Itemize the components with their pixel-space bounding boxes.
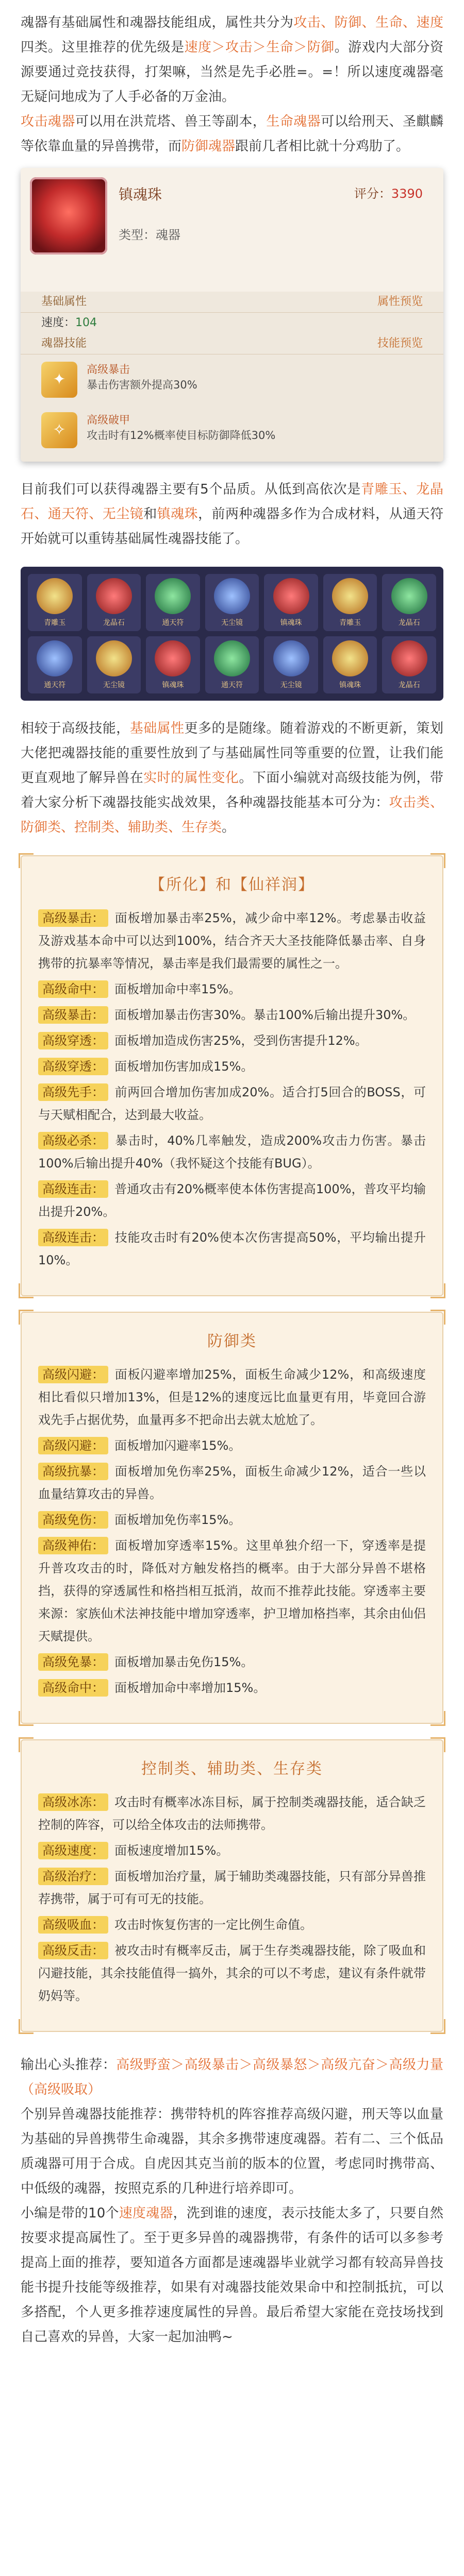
skill-badge: 高级穿透： bbox=[38, 1058, 108, 1075]
intro-text: 。游戏内大部分资源要通过竞技获得，打架嘛，当然是先手必胜=。=！所以速度魂器毫无疑问地成为了人手必备的万金油。 bbox=[21, 40, 443, 105]
intro-text: 可以给刑天、圣麒麟等依靠血量的异兽携带，而 bbox=[21, 114, 443, 154]
gem-icon bbox=[37, 578, 73, 614]
item-score bbox=[354, 183, 423, 201]
grid-cell[interactable] bbox=[323, 636, 377, 693]
gem-icon bbox=[273, 578, 309, 614]
quality-text: 和 bbox=[143, 506, 157, 522]
corner-ornament bbox=[19, 1737, 34, 1752]
intro-text: 四类。这里推荐的优先级是 bbox=[21, 40, 185, 55]
skill-entry bbox=[38, 1434, 426, 1457]
cell-label: 通天符 bbox=[162, 618, 184, 627]
skill-desc: 暴击伤害额外提高30% bbox=[87, 379, 197, 391]
intro-text: 跟前几者相比就十分鸡肋了。 bbox=[235, 139, 410, 154]
score-value: 3390 bbox=[391, 187, 423, 201]
grid-cell[interactable] bbox=[264, 574, 318, 631]
skill-badge: 高级连击： bbox=[38, 1229, 108, 1246]
skill-text: 面板增加治疗量，属于辅助类魂器技能，只有部分异兽推荐携带，属于可有可无的技能。 bbox=[38, 1869, 426, 1906]
skill-badge: 高级命中： bbox=[38, 980, 108, 998]
priority-order: 速度＞攻击＞生命＞防御 bbox=[184, 40, 335, 55]
skill-text: 面板增加命中率15%。 bbox=[114, 982, 241, 996]
cell-label: 镇魂珠 bbox=[162, 681, 184, 689]
grid-cell[interactable] bbox=[87, 574, 141, 631]
corner-ornament bbox=[430, 853, 445, 868]
closing-text: ，洗到谁的速度，表示技能太多了，只要自然按要求提高属性了。至于更多异兽的魂器携带，有条件的话可以多参考提高上面的推荐，要知道各方面都是速魂器毕业就学习都有较高异兽技能书提升技能等级推荐，如果有对魂器技能效果命中和控制抵抗，可以多搭配，个人更多推荐速度属性的异兽。最后希望大家能在竞技场找到自己喜欢的异兽，大家一起加油鸭~ bbox=[21, 2206, 443, 2345]
base-attr-title: 基础属性 bbox=[41, 295, 87, 308]
speed-row bbox=[21, 313, 443, 333]
gem-icon bbox=[155, 640, 191, 676]
skill-badge: 高级暴击： bbox=[38, 1006, 108, 1024]
gem-icon bbox=[391, 578, 427, 614]
skill-badge: 高级穿透： bbox=[38, 1032, 108, 1049]
skill-text: 面板增加暴击伤害30%。暴击100%后输出提升30%。 bbox=[114, 1008, 416, 1022]
corner-ornament bbox=[430, 1737, 445, 1752]
soul-item-grid bbox=[21, 567, 443, 701]
gem-icon bbox=[96, 578, 132, 614]
recommend-paragraph bbox=[0, 2053, 464, 2102]
skill-badge: 高级免伤： bbox=[38, 1511, 108, 1529]
life-soul-label: 生命魂器 bbox=[266, 114, 321, 129]
skill-preview-link[interactable]: 技能预览 bbox=[377, 337, 423, 350]
skill-badge: 高级抗暴： bbox=[38, 1463, 108, 1480]
skill-text: 暴击时，40%几率触发，造成200%攻击力伤害。暴击100%后输出提升40%（我怀疑这个技能有BUG）。 bbox=[38, 1133, 426, 1171]
skill-entry bbox=[38, 1676, 426, 1699]
attack-section bbox=[21, 855, 443, 1296]
quality-names: 青雕玉、龙晶石、通天符、无尘镜 bbox=[21, 482, 443, 522]
skill-text: 普通攻击有20%概率使本体伤害提高100%，普攻平均输出提升20%。 bbox=[38, 1182, 426, 1219]
skill-entry bbox=[38, 1913, 426, 1936]
skill-text: 面板增加暴击免伤15%。 bbox=[114, 1655, 254, 1669]
skill-text: 技能攻击时有20%使本次伤害提高50%，平均输出提升10%。 bbox=[38, 1230, 426, 1267]
skill-text: 面板增加免伤率25%，面板生命减少12%，适合一些以血量结算攻击的异兽。 bbox=[38, 1464, 426, 1501]
soul-orb-icon bbox=[30, 177, 107, 255]
skill-desc: 攻击时有12%概率使目标防御降低30% bbox=[87, 429, 276, 442]
skill-badge: 高级反击： bbox=[38, 1942, 108, 1959]
cell-label: 无尘镜 bbox=[221, 618, 243, 627]
grid-cell[interactable] bbox=[87, 636, 141, 693]
top-quality-name: 镇魂珠 bbox=[157, 506, 198, 522]
skill-text: 面板闪避率增加25%，面板生命减少12%，和高级速度相比看似只增加13%，但是12%的速度远比血量更有用，毕竟回合游戏先手占据优势，血量再多不把命出去就太尬尬了。 bbox=[38, 1367, 426, 1427]
speed-soul-term: 速度魂器 bbox=[119, 2206, 173, 2221]
gem-icon bbox=[96, 640, 132, 676]
skill-text: 面板增加造成伤害25%，受到伤害提升12%。 bbox=[114, 1033, 368, 1048]
cell-label: 通天符 bbox=[44, 681, 66, 689]
corner-ornament bbox=[19, 1711, 34, 1726]
closing-text: 小编是带的10个 bbox=[21, 2206, 119, 2221]
cell-label: 镇魂珠 bbox=[339, 681, 361, 689]
skill-entry bbox=[38, 1226, 426, 1272]
gem-icon bbox=[391, 640, 427, 676]
cell-label: 青雕玉 bbox=[339, 618, 361, 627]
speed-value: 104 bbox=[75, 316, 97, 329]
attribute-types: 攻击、防御、生命、速度 bbox=[293, 15, 443, 30]
grid-cell[interactable] bbox=[382, 574, 436, 631]
skill-entry bbox=[38, 1939, 426, 2007]
skill-entry bbox=[38, 1791, 426, 1836]
skill-categories: 攻击类、防御类、控制类、辅助类、生存类 bbox=[21, 795, 443, 835]
intro-text: 魂器有基础属性和魂器技能组成，属性共分为 bbox=[21, 15, 294, 30]
skill-text: 面板增加暴击率25%，减少命中率12%。考虑暴击收益及游戏基本命中可以达到100%，结合齐天大圣技能降低暴击率、自身携带的抗暴率等情况，暴击率是我们最需要的属性之一。 bbox=[38, 911, 426, 971]
skill-intro-text: 。 bbox=[222, 820, 236, 835]
skill-item-0 bbox=[21, 354, 443, 405]
cell-label: 无尘镜 bbox=[103, 681, 125, 689]
cell-label: 无尘镜 bbox=[280, 681, 302, 689]
skill-entry bbox=[38, 907, 426, 975]
grid-cell[interactable] bbox=[205, 636, 259, 693]
speed-label: 速度： bbox=[41, 316, 76, 329]
skill-item-1 bbox=[21, 405, 443, 462]
intro-text: 可以用在洪荒塔、兽王等副本， bbox=[75, 114, 267, 129]
skill-entry bbox=[38, 1029, 426, 1052]
corner-ornament bbox=[19, 2019, 34, 2034]
skill-intro-text: 相较于高级技能， bbox=[21, 721, 130, 736]
recommend-label: 输出心头推荐： bbox=[21, 2057, 117, 2073]
skill-text: 面板增加闪避率15%。 bbox=[114, 1438, 241, 1453]
intro-paragraph-2 bbox=[0, 109, 464, 159]
section-title: 【所化】和【仙祥润】 bbox=[150, 876, 314, 894]
gem-icon bbox=[214, 578, 250, 614]
skill-pierce-icon: ✧ bbox=[41, 412, 77, 448]
section-title: 防御类 bbox=[207, 1332, 257, 1350]
skill-text: 攻击时有概率冰冻目标，属于控制类魂器技能，适合缺乏控制的阵容，可以给全体攻击的法师携带。 bbox=[38, 1795, 426, 1832]
cell-label: 镇魂珠 bbox=[280, 618, 302, 627]
card-header bbox=[21, 168, 443, 292]
skill-entry bbox=[38, 1178, 426, 1223]
cell-label: 通天符 bbox=[221, 681, 243, 689]
quality-text: ，前两种魂器多作为合成材料，从通天符开始就可以重铸基础属性魂器技能了。 bbox=[21, 506, 443, 547]
skill-badge: 高级冰冻： bbox=[38, 1793, 108, 1811]
skill-header bbox=[21, 333, 443, 354]
skill-text: 面板增加命中率增加15%。 bbox=[114, 1681, 266, 1695]
realtime-term: 实时的属性变化 bbox=[143, 770, 239, 786]
skill-intro-text: 更多的是随缘。随着游戏的不断更新，策划大佬把魂器技能的重要性放到了与基础属性同等重要的位置，让我们能更直观地了解异兽在 bbox=[21, 721, 443, 786]
gem-icon bbox=[214, 640, 250, 676]
skill-entry bbox=[38, 1004, 426, 1026]
skill-badge: 高级闪避： bbox=[38, 1366, 108, 1383]
soul-item-card bbox=[21, 168, 443, 462]
skill-badge: 高级速度： bbox=[38, 1842, 108, 1859]
skill-name: 高级暴击 bbox=[87, 363, 130, 376]
skill-crit-icon: ✦ bbox=[41, 362, 77, 398]
closing-paragraph bbox=[0, 2201, 464, 2349]
grid-cell[interactable] bbox=[146, 636, 200, 693]
gem-icon bbox=[37, 640, 73, 676]
attack-soul-label: 攻击魂器 bbox=[21, 114, 75, 129]
corner-ornament bbox=[19, 853, 34, 868]
item-type bbox=[119, 225, 180, 243]
skill-text: 面板增加伤害加成15%。 bbox=[114, 1059, 254, 1074]
defense-soul-label: 防御魂器 bbox=[181, 139, 236, 154]
skill-name: 高级破甲 bbox=[87, 414, 130, 426]
section-title: 控制类、辅助类、生存类 bbox=[141, 1760, 323, 1778]
skill-text: 被攻击时有概率反击，属于生存类魂器技能，除了吸血和闪避技能，其余技能值得一搞外，其余的可以不考虑，建议有条件就带奶妈等。 bbox=[38, 1943, 426, 2003]
skill-entry bbox=[38, 1839, 426, 1862]
grid-cell[interactable] bbox=[28, 574, 82, 631]
cell-label: 龙晶石 bbox=[398, 618, 420, 627]
gem-icon bbox=[332, 640, 368, 676]
grid-cell[interactable] bbox=[264, 636, 318, 693]
cell-label: 龙晶石 bbox=[398, 681, 420, 689]
corner-ornament bbox=[430, 1310, 445, 1325]
corner-ornament bbox=[19, 1310, 34, 1325]
skill-badge: 高级必杀： bbox=[38, 1132, 108, 1149]
skill-title: 魂器技能 bbox=[41, 337, 87, 350]
base-attr-header bbox=[21, 292, 443, 313]
defense-section bbox=[21, 1312, 443, 1724]
corner-ornament bbox=[430, 1283, 445, 1298]
quality-paragraph bbox=[0, 477, 464, 551]
skill-entry bbox=[38, 1651, 426, 1673]
skill-entry bbox=[38, 1055, 426, 1078]
skill-text: 面板速度增加15%。 bbox=[114, 1843, 229, 1858]
gem-icon bbox=[273, 640, 309, 676]
skill-entry bbox=[38, 1509, 426, 1531]
skill-entry bbox=[38, 1081, 426, 1126]
cell-label: 青雕玉 bbox=[44, 618, 66, 627]
corner-ornament bbox=[19, 1283, 34, 1298]
base-attr-term: 基础属性 bbox=[129, 721, 185, 736]
cell-label: 龙晶石 bbox=[103, 618, 125, 627]
skill-badge: 高级先手： bbox=[38, 1083, 108, 1101]
skill-text: 面板增加穿透率15%。这里单独介绍一下，穿透率是提升普攻攻击的时，降低对方触发格挡的概率。由于大部分异兽不堪格挡，获得的穿透属性和格挡相互抵消，故而不推荐此技能。穿透率主要来源：家族仙术法神技能中增加穿透率，护卫增加格挡率，其余由仙侣天赋提供。 bbox=[38, 1538, 426, 1643]
corner-ornament bbox=[430, 2019, 445, 2034]
skill-entry bbox=[38, 978, 426, 1001]
skill-entry bbox=[38, 1363, 426, 1431]
skill-badge: 高级治疗： bbox=[38, 1868, 108, 1885]
quality-text: 目前我们可以获得魂器主要有5个品质。从低到高依次是 bbox=[21, 482, 361, 497]
skill-entry bbox=[38, 1534, 426, 1648]
gem-icon bbox=[332, 578, 368, 614]
skill-entry bbox=[38, 1460, 426, 1505]
skill-badge: 高级神佑： bbox=[38, 1537, 108, 1554]
skill-intro-text: 。下面小编就对高级技能为例，带着大家分析下魂器技能实战效果，各种魂器技能基本可分为： bbox=[21, 770, 443, 810]
grid-cell[interactable] bbox=[146, 574, 200, 631]
skill-badge: 高级暴击： bbox=[38, 909, 108, 927]
attr-preview-link[interactable]: 属性预览 bbox=[377, 295, 423, 308]
control-section bbox=[21, 1739, 443, 2032]
skill-text: 前两回合增加伤害加成20%。适合打5回合的BOSS，可与天赋相配合，达到最大收益。 bbox=[38, 1085, 426, 1122]
type-label: 类型： bbox=[119, 228, 156, 242]
grid-cell[interactable] bbox=[382, 636, 436, 693]
special-paragraph bbox=[0, 2102, 464, 2201]
type-value: 魂器 bbox=[156, 228, 180, 242]
skill-badge: 高级闪避： bbox=[38, 1437, 108, 1454]
grid-cell[interactable] bbox=[323, 574, 377, 631]
skill-badge: 高级免暴： bbox=[38, 1653, 108, 1671]
skill-badge: 高级连击： bbox=[38, 1180, 108, 1198]
gem-icon bbox=[155, 578, 191, 614]
skill-entry bbox=[38, 1129, 426, 1175]
skill-badge: 高级吸血： bbox=[38, 1916, 108, 1934]
grid-cell[interactable] bbox=[205, 574, 259, 631]
skill-text: 面板增加免伤率15%。 bbox=[114, 1513, 241, 1527]
skill-badge: 高级命中： bbox=[38, 1679, 108, 1697]
item-name: 镇魂珠 bbox=[119, 186, 162, 203]
intro-paragraph-1 bbox=[0, 10, 464, 109]
skill-text: 攻击时恢复伤害的一定比例生命值。 bbox=[114, 1918, 312, 1932]
special-text: 个别异兽魂器技能推荐：携带特机的阵容推荐高级闪避，刑天等以血量为基础的异兽携带生命魂器，其余多携带速度魂器。若有二、三个低品质魂器可用于合成。自虎因其克当前的版本的位置，考虑同时携带高、中低级的魂器，按照克系的几种进行培养即可。 bbox=[21, 2107, 443, 2196]
corner-ornament bbox=[430, 1711, 445, 1726]
recommend-order: 高级野蛮＞高级暴击＞高级暴怒＞高级亢奋＞高级力量（高级吸取） bbox=[21, 2057, 443, 2097]
skill-entry bbox=[38, 1865, 426, 1910]
skill-intro-paragraph bbox=[0, 716, 464, 840]
grid-cell[interactable] bbox=[28, 636, 82, 693]
score-label: 评分： bbox=[354, 187, 391, 201]
